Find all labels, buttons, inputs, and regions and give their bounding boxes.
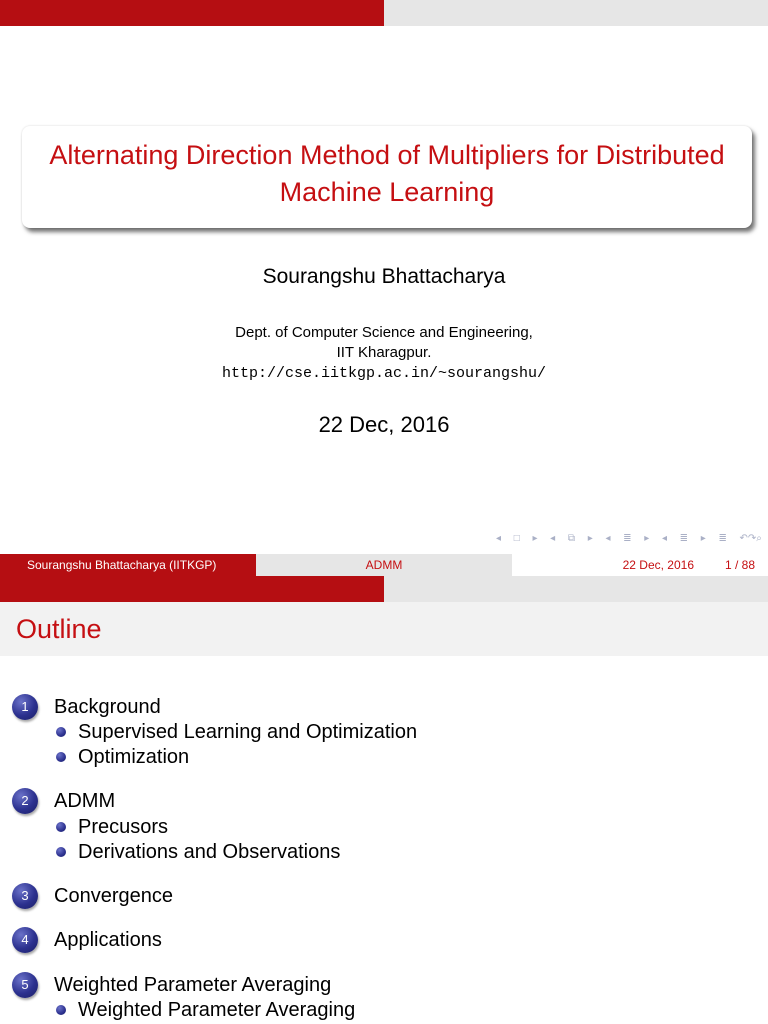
nav-next-subsection-icon[interactable]: ▸: [644, 533, 650, 544]
subsection-label[interactable]: Derivations and Observations: [78, 841, 341, 863]
section-label[interactable]: Background: [54, 696, 161, 718]
author-url[interactable]: http://cse.iitkgp.ac.in/~sourangshu/: [221, 365, 547, 382]
nav-next-slide-icon[interactable]: ▸: [532, 533, 538, 544]
nav-subsection-icon[interactable]: ≣: [623, 533, 632, 544]
section-label[interactable]: Applications: [54, 929, 162, 951]
bullet-icon: [56, 847, 66, 857]
nav-prev-subsection-icon[interactable]: ◂: [605, 533, 611, 544]
nav-prev-frame-icon[interactable]: ◂: [550, 533, 556, 544]
nav-prev-slide-icon[interactable]: ◂: [496, 533, 502, 544]
outline-title: Outline: [16, 614, 102, 644]
subsection-label[interactable]: Optimization: [78, 746, 190, 768]
section-label[interactable]: ADMM: [54, 790, 116, 812]
nav-back-forward-search-icon[interactable]: ↶↷⌕: [739, 533, 762, 544]
section-number-ball: 3: [12, 883, 38, 909]
section-number-ball: 5: [12, 972, 38, 998]
nav-next-frame-icon[interactable]: ▸: [587, 533, 593, 544]
beamer-navigation-bar[interactable]: [496, 533, 762, 544]
slide-footer: [0, 554, 768, 576]
header-bar-red: [0, 0, 384, 26]
subsection-item[interactable]: [54, 745, 189, 769]
footer-date: 22 Dec, 2016: [622, 558, 694, 572]
header-bar-grey: [384, 0, 768, 26]
subsection-label[interactable]: Weighted Parameter Averaging: [78, 999, 356, 1021]
institute-line-2: IIT Kharagpur.: [336, 344, 432, 361]
section-number-ball: 2: [12, 788, 38, 814]
footer-right: [512, 554, 768, 576]
presentation-date: 22 Dec, 2016: [318, 412, 450, 437]
section-label[interactable]: Convergence: [54, 885, 173, 907]
subsection-label[interactable]: Supervised Learning and Optimization: [78, 721, 418, 743]
institute: [0, 323, 768, 363]
bullet-icon: [56, 752, 66, 762]
section-label[interactable]: Weighted Parameter Averaging: [54, 974, 332, 996]
subsection-item[interactable]: [54, 840, 340, 864]
nav-slide-icon[interactable]: □: [513, 533, 520, 544]
author-name: Sourangshu Bhattacharya: [262, 265, 506, 288]
nav-frame-icon[interactable]: ⧉: [567, 533, 576, 544]
nav-prev-section-icon[interactable]: ◂: [661, 533, 667, 544]
header-bar-grey-2: [384, 576, 768, 602]
bullet-icon: [56, 1005, 66, 1015]
section-number-ball: 1: [12, 694, 38, 720]
footer-author: Sourangshu Bhattacharya (IITKGP): [0, 554, 256, 576]
section-number-ball: 4: [12, 927, 38, 953]
footer-page-number: 1 / 88: [724, 558, 755, 572]
nav-document-icon[interactable]: ≣: [718, 533, 727, 544]
header-bar-red-2: [0, 576, 384, 602]
subsection-item[interactable]: [54, 815, 168, 839]
nav-section-icon[interactable]: ≣: [679, 533, 689, 544]
nav-next-section-icon[interactable]: ▸: [700, 533, 706, 544]
institute-line-1: Dept. of Computer Science and Engineering,: [235, 324, 533, 341]
presentation-title: Alternating Direction Method of Multipliers for Distributed Machine Learning: [49, 140, 725, 207]
bullet-icon: [56, 822, 66, 832]
subsection-label[interactable]: Precusors: [78, 816, 169, 838]
subsection-item[interactable]: [54, 998, 355, 1022]
subsection-item[interactable]: [54, 720, 417, 744]
bullet-icon: [56, 727, 66, 737]
footer-short-title: ADMM: [256, 554, 512, 576]
frame-title-bar: [0, 602, 768, 656]
